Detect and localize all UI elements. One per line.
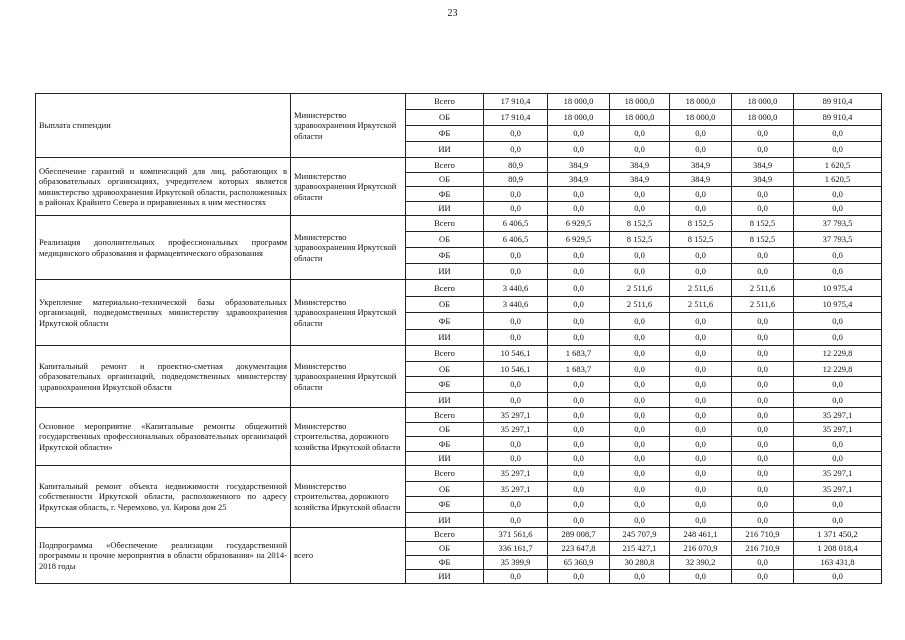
year-value: 216 070,9 (670, 542, 732, 556)
year-value: 0,0 (548, 264, 610, 280)
year-value: 6 929,5 (548, 216, 610, 232)
year-value: 0,0 (670, 142, 732, 158)
year-value: 0,0 (548, 481, 610, 497)
year-value: 0,0 (548, 392, 610, 408)
year-value: 0,0 (484, 313, 548, 330)
total-value: 1 620,5 (794, 172, 882, 187)
total-value: 37 793,5 (794, 216, 882, 232)
year-value: 0,0 (732, 361, 794, 377)
year-value: 30 280,8 (610, 556, 670, 570)
year-value: 8 152,5 (610, 232, 670, 248)
year-value: 0,0 (610, 466, 670, 482)
year-value: 6 406,5 (484, 216, 548, 232)
year-value: 0,0 (610, 392, 670, 408)
total-value: 1 620,5 (794, 158, 882, 173)
year-value: 2 511,6 (732, 296, 794, 313)
total-value: 0,0 (794, 392, 882, 408)
year-value: 0,0 (670, 313, 732, 330)
budget-table (35, 93, 882, 584)
year-value: 0,0 (670, 408, 732, 423)
total-value: 0,0 (794, 201, 882, 216)
total-value: 12 229,8 (794, 361, 882, 377)
year-value: 18 000,0 (670, 94, 732, 110)
year-value: 0,0 (670, 422, 732, 437)
year-value: 0,0 (610, 408, 670, 423)
year-value: 0,0 (548, 142, 610, 158)
year-value: 0,0 (732, 497, 794, 513)
funding-source-label: Всего (406, 346, 484, 362)
budget-table-body (36, 94, 882, 584)
total-value: 89 910,4 (794, 94, 882, 110)
year-value: 0,0 (670, 392, 732, 408)
year-value: 0,0 (670, 264, 732, 280)
total-value: 163 431,8 (794, 556, 882, 570)
year-value: 0,0 (484, 248, 548, 264)
funding-source-label: ОБ (406, 296, 484, 313)
funding-source-label: ОБ (406, 542, 484, 556)
year-value: 0,0 (610, 346, 670, 362)
year-value: 0,0 (610, 570, 670, 584)
year-value: 0,0 (670, 451, 732, 466)
total-value: 10 975,4 (794, 280, 882, 297)
funding-source-label: Всего (406, 408, 484, 423)
year-value: 0,0 (548, 377, 610, 393)
measure-name: Подпрограмма «Обеспечение реализации государственной программы и прочие мероприятия в области образования» на 2014-2018 годы (36, 528, 291, 584)
year-value: 8 152,5 (610, 216, 670, 232)
year-value: 0,0 (732, 481, 794, 497)
table-row (36, 216, 882, 232)
measure-name: Реализация дополнительных профессиональных программ медицинского образования и фармацевтического образования (36, 216, 291, 280)
year-value: 0,0 (732, 451, 794, 466)
year-value: 215 427,1 (610, 542, 670, 556)
year-value: 0,0 (548, 451, 610, 466)
year-value: 0,0 (548, 313, 610, 330)
year-value: 384,9 (610, 172, 670, 187)
funding-source-label: Всего (406, 528, 484, 542)
page-number: 23 (447, 8, 458, 19)
year-value: 245 707,9 (610, 528, 670, 542)
year-value: 336 161,7 (484, 542, 548, 556)
year-value: 0,0 (670, 437, 732, 452)
executor-name: Министерство строительства, дорожного хозяйства Иркутской области (291, 408, 406, 466)
funding-source-label: ИИ (406, 570, 484, 584)
year-value: 0,0 (484, 377, 548, 393)
funding-source-label: Всего (406, 466, 484, 482)
year-value: 0,0 (484, 187, 548, 202)
year-value: 0,0 (670, 361, 732, 377)
year-value: 0,0 (732, 437, 794, 452)
year-value: 2 511,6 (610, 280, 670, 297)
total-value: 1 208 018,4 (794, 542, 882, 556)
year-value: 18 000,0 (670, 110, 732, 126)
funding-source-label: ОБ (406, 172, 484, 187)
year-value: 0,0 (548, 248, 610, 264)
year-value: 35 399,9 (484, 556, 548, 570)
funding-source-label: ИИ (406, 142, 484, 158)
funding-source-label: ИИ (406, 329, 484, 346)
total-value: 0,0 (794, 451, 882, 466)
year-value: 8 152,5 (670, 232, 732, 248)
measure-name: Капитальный ремонт объекта недвижимости государственной собственности Иркутской области, расположенного по адресу Иркутская область, г. Черемхово, ул. Кирова дом 25 (36, 466, 291, 528)
year-value: 8 152,5 (670, 216, 732, 232)
table-row (36, 158, 882, 173)
year-value: 80,9 (484, 172, 548, 187)
year-value: 0,0 (548, 437, 610, 452)
year-value: 17 910,4 (484, 110, 548, 126)
year-value: 10 546,1 (484, 346, 548, 362)
year-value: 0,0 (732, 346, 794, 362)
funding-source-label: Всего (406, 94, 484, 110)
total-value: 10 975,4 (794, 296, 882, 313)
year-value: 0,0 (732, 142, 794, 158)
year-value: 2 511,6 (610, 296, 670, 313)
year-value: 0,0 (610, 313, 670, 330)
year-value: 0,0 (732, 392, 794, 408)
year-value: 0,0 (484, 201, 548, 216)
total-value: 0,0 (794, 313, 882, 330)
year-value: 384,9 (732, 172, 794, 187)
year-value: 2 511,6 (670, 296, 732, 313)
total-value: 35 297,1 (794, 481, 882, 497)
year-value: 223 647,8 (548, 542, 610, 556)
year-value: 1 683,7 (548, 361, 610, 377)
total-value: 0,0 (794, 126, 882, 142)
funding-source-label: ИИ (406, 451, 484, 466)
year-value: 0,0 (670, 481, 732, 497)
executor-name: Министерство здравоохранения Иркутской области (291, 158, 406, 216)
measure-name: Капитальный ремонт и проектно-сметная документация образовательных организаций, подведомственных министерству здравоохранения Иркутской области (36, 346, 291, 408)
year-value: 0,0 (610, 437, 670, 452)
year-value: 384,9 (732, 158, 794, 173)
year-value: 0,0 (548, 329, 610, 346)
executor-name: Министерство здравоохранения Иркутской области (291, 216, 406, 280)
year-value: 0,0 (670, 497, 732, 513)
year-value: 384,9 (548, 172, 610, 187)
year-value: 0,0 (610, 497, 670, 513)
funding-source-label: ФБ (406, 377, 484, 393)
year-value: 0,0 (670, 570, 732, 584)
measure-name: Основное мероприятие «Капитальные ремонты общежитий государственных профессиональных образовательных организаций Иркутской области» (36, 408, 291, 466)
year-value: 0,0 (484, 437, 548, 452)
year-value: 2 511,6 (732, 280, 794, 297)
year-value: 0,0 (732, 512, 794, 528)
year-value: 18 000,0 (548, 94, 610, 110)
year-value: 248 461,1 (670, 528, 732, 542)
funding-source-label: ФБ (406, 556, 484, 570)
executor-name: Министерство здравоохранения Иркутской области (291, 280, 406, 346)
year-value: 0,0 (484, 264, 548, 280)
total-value: 1 371 450,2 (794, 528, 882, 542)
year-value: 0,0 (548, 466, 610, 482)
funding-source-label: Всего (406, 280, 484, 297)
year-value: 0,0 (548, 126, 610, 142)
funding-source-label: ФБ (406, 126, 484, 142)
year-value: 0,0 (610, 329, 670, 346)
year-value: 35 297,1 (484, 408, 548, 423)
year-value: 0,0 (670, 248, 732, 264)
year-value: 2 511,6 (670, 280, 732, 297)
table-row (36, 466, 882, 482)
measure-name: Выплата стипендии (36, 94, 291, 158)
year-value: 0,0 (670, 187, 732, 202)
year-value: 0,0 (670, 377, 732, 393)
year-value: 8 152,5 (732, 216, 794, 232)
year-value: 18 000,0 (610, 110, 670, 126)
total-value: 12 229,8 (794, 346, 882, 362)
funding-source-label: ФБ (406, 313, 484, 330)
year-value: 0,0 (732, 248, 794, 264)
year-value: 0,0 (610, 142, 670, 158)
year-value: 384,9 (548, 158, 610, 173)
total-value: 0,0 (794, 570, 882, 584)
year-value: 216 710,9 (732, 542, 794, 556)
total-value: 35 297,1 (794, 466, 882, 482)
year-value: 289 008,7 (548, 528, 610, 542)
year-value: 0,0 (610, 451, 670, 466)
year-value: 0,0 (670, 512, 732, 528)
year-value: 384,9 (670, 158, 732, 173)
year-value: 0,0 (610, 201, 670, 216)
executor-name: всего (291, 528, 406, 584)
total-value: 0,0 (794, 142, 882, 158)
year-value: 0,0 (732, 187, 794, 202)
funding-source-label: ФБ (406, 437, 484, 452)
year-value: 0,0 (670, 466, 732, 482)
funding-source-label: ОБ (406, 481, 484, 497)
year-value: 216 710,9 (732, 528, 794, 542)
year-value: 0,0 (484, 392, 548, 408)
year-value: 0,0 (610, 377, 670, 393)
year-value: 384,9 (670, 172, 732, 187)
year-value: 0,0 (548, 280, 610, 297)
year-value: 0,0 (548, 201, 610, 216)
year-value: 0,0 (484, 126, 548, 142)
year-value: 18 000,0 (548, 110, 610, 126)
funding-source-label: ОБ (406, 361, 484, 377)
year-value: 18 000,0 (732, 94, 794, 110)
year-value: 35 297,1 (484, 466, 548, 482)
year-value: 0,0 (732, 126, 794, 142)
total-value: 0,0 (794, 512, 882, 528)
funding-source-label: ФБ (406, 248, 484, 264)
total-value: 0,0 (794, 264, 882, 280)
year-value: 6 929,5 (548, 232, 610, 248)
year-value: 0,0 (484, 512, 548, 528)
year-value: 0,0 (732, 556, 794, 570)
measure-name: Обеспечение гарантий и компенсаций для лиц, работающих в образовательных организациях, учредителем которых является министерство здравоохранения Иркутской области, расположенных в районах Крайнего Севера и приравненных к ним местностях (36, 158, 291, 216)
table-row (36, 280, 882, 297)
year-value: 0,0 (610, 422, 670, 437)
year-value: 3 440,6 (484, 296, 548, 313)
executor-name: Министерство здравоохранения Иркутской области (291, 346, 406, 408)
funding-source-label: ФБ (406, 187, 484, 202)
total-value: 0,0 (794, 377, 882, 393)
executor-name: Министерство здравоохранения Иркутской области (291, 94, 406, 158)
year-value: 0,0 (548, 570, 610, 584)
year-value: 0,0 (484, 570, 548, 584)
year-value: 10 546,1 (484, 361, 548, 377)
total-value: 35 297,1 (794, 408, 882, 423)
year-value: 0,0 (610, 187, 670, 202)
funding-source-label: ОБ (406, 232, 484, 248)
year-value: 0,0 (670, 346, 732, 362)
funding-source-label: ИИ (406, 392, 484, 408)
year-value: 32 390,2 (670, 556, 732, 570)
total-value: 0,0 (794, 437, 882, 452)
year-value: 1 683,7 (548, 346, 610, 362)
table-row (36, 94, 882, 110)
year-value: 0,0 (548, 497, 610, 513)
year-value: 35 297,1 (484, 481, 548, 497)
year-value: 6 406,5 (484, 232, 548, 248)
year-value: 3 440,6 (484, 280, 548, 297)
year-value: 0,0 (548, 512, 610, 528)
year-value: 0,0 (610, 126, 670, 142)
year-value: 0,0 (484, 329, 548, 346)
year-value: 0,0 (548, 187, 610, 202)
year-value: 0,0 (548, 408, 610, 423)
year-value: 8 152,5 (732, 232, 794, 248)
funding-source-label: ОБ (406, 422, 484, 437)
year-value: 0,0 (610, 248, 670, 264)
year-value: 0,0 (610, 481, 670, 497)
year-value: 0,0 (732, 466, 794, 482)
funding-source-label: ИИ (406, 512, 484, 528)
year-value: 0,0 (670, 329, 732, 346)
year-value: 65 360,9 (548, 556, 610, 570)
year-value: 0,0 (610, 512, 670, 528)
year-value: 18 000,0 (610, 94, 670, 110)
year-value: 371 561,6 (484, 528, 548, 542)
total-value: 89 910,4 (794, 110, 882, 126)
total-value: 37 793,5 (794, 232, 882, 248)
funding-source-label: Всего (406, 158, 484, 173)
year-value: 35 297,1 (484, 422, 548, 437)
total-value: 0,0 (794, 248, 882, 264)
year-value: 0,0 (610, 361, 670, 377)
executor-name: Министерство строительства, дорожного хозяйства Иркутской области (291, 466, 406, 528)
funding-source-label: Всего (406, 216, 484, 232)
funding-source-label: ИИ (406, 264, 484, 280)
year-value: 384,9 (610, 158, 670, 173)
year-value: 0,0 (732, 408, 794, 423)
total-value: 0,0 (794, 497, 882, 513)
table-row (36, 346, 882, 362)
funding-source-label: ОБ (406, 110, 484, 126)
table-row (36, 528, 882, 542)
year-value: 0,0 (732, 264, 794, 280)
year-value: 17 910,4 (484, 94, 548, 110)
year-value: 0,0 (732, 377, 794, 393)
year-value: 0,0 (484, 142, 548, 158)
year-value: 0,0 (484, 497, 548, 513)
year-value: 80,9 (484, 158, 548, 173)
year-value: 0,0 (732, 313, 794, 330)
year-value: 0,0 (732, 201, 794, 216)
funding-source-label: ФБ (406, 497, 484, 513)
year-value: 0,0 (548, 422, 610, 437)
funding-source-label: ИИ (406, 201, 484, 216)
total-value: 35 297,1 (794, 422, 882, 437)
year-value: 0,0 (484, 451, 548, 466)
year-value: 0,0 (732, 570, 794, 584)
measure-name: Укрепление материально-технической базы образовательных организаций, подведомственных министерству здравоохранения Иркутской области (36, 280, 291, 346)
year-value: 0,0 (610, 264, 670, 280)
year-value: 0,0 (670, 201, 732, 216)
year-value: 18 000,0 (732, 110, 794, 126)
year-value: 0,0 (732, 422, 794, 437)
total-value: 0,0 (794, 329, 882, 346)
year-value: 0,0 (732, 329, 794, 346)
year-value: 0,0 (670, 126, 732, 142)
total-value: 0,0 (794, 187, 882, 202)
table-row (36, 408, 882, 423)
year-value: 0,0 (548, 296, 610, 313)
